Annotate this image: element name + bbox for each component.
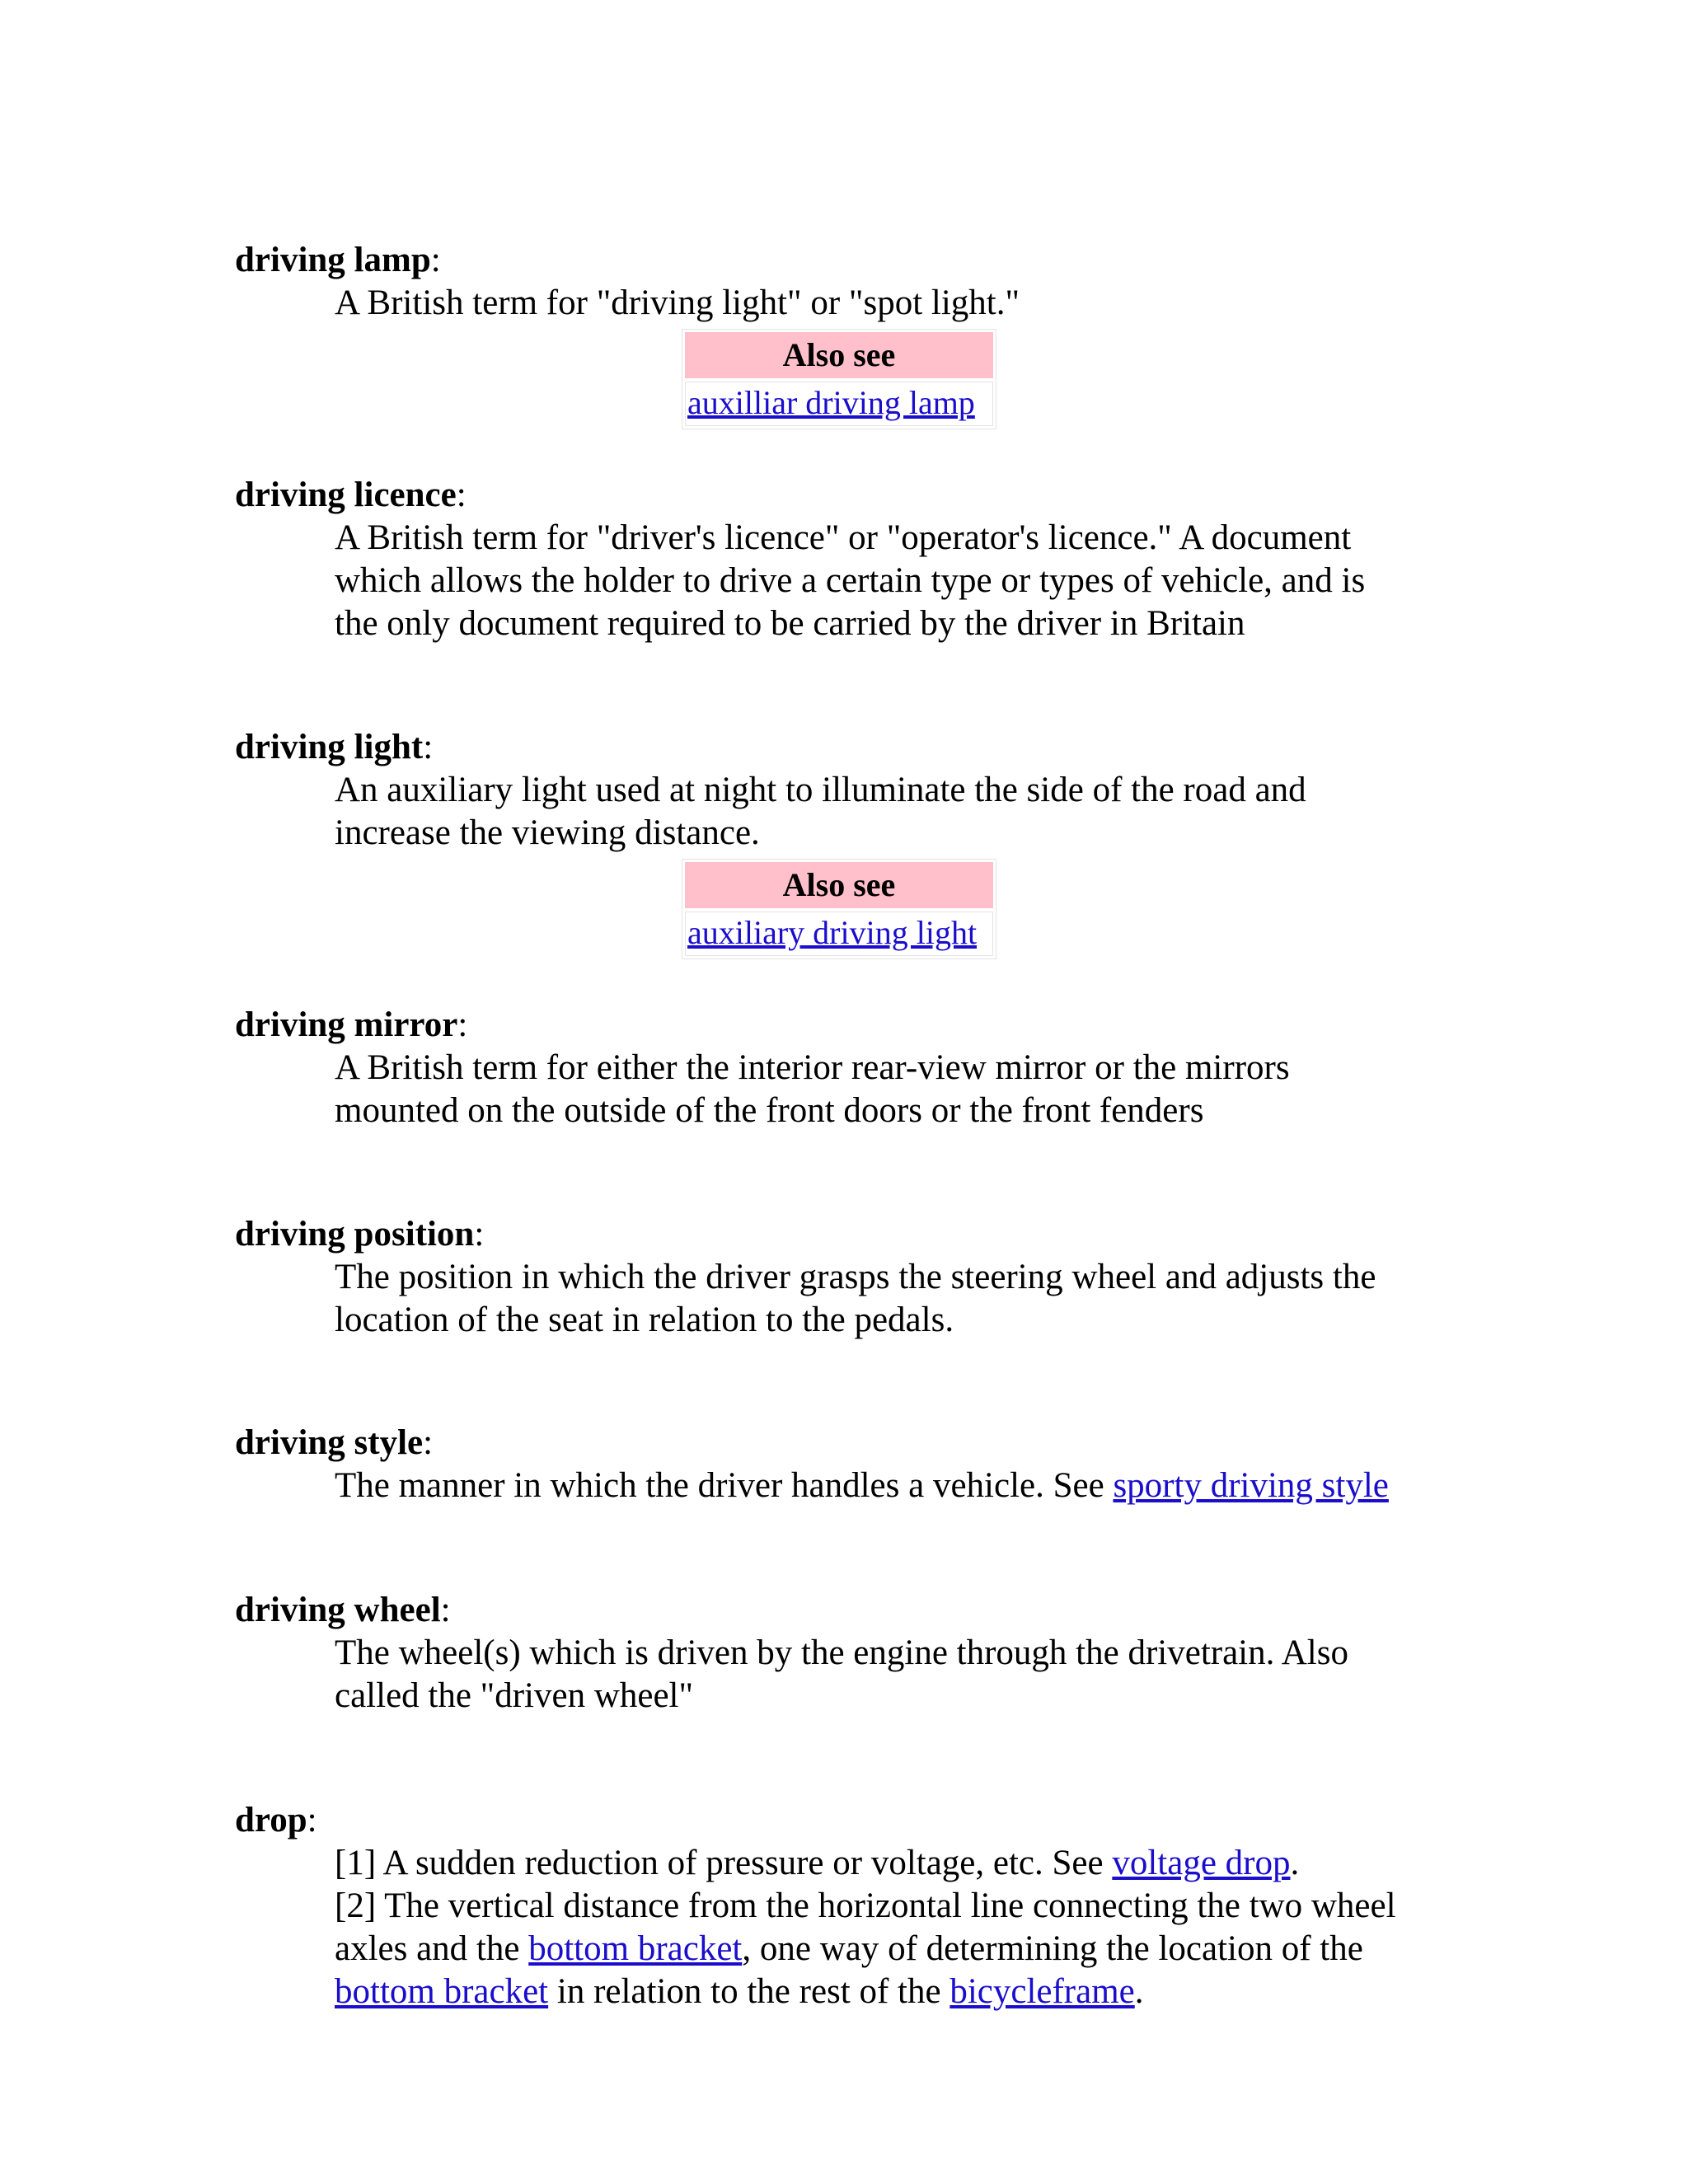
colon: : [474,1215,485,1254]
definition-line: A British term for either the interior rear-view mirror or the mirrors [335,1048,1290,1087]
definition-line: An auxiliary light used at night to illuminate the side of the road and [335,771,1306,809]
entry-driving-wheel [235,1589,1471,1718]
also-see-box [682,859,996,959]
colon: : [423,1423,434,1462]
definition-text: The manner in which the driver handles a vehicle. See [335,1466,1114,1505]
sense-2-text: in relation to the rest of the [548,1972,950,2011]
term: driving wheel [235,1591,441,1629]
term-line [235,1589,1471,1632]
term: driving style [235,1423,424,1462]
colon: : [456,476,467,514]
colon: : [423,728,434,766]
definition [335,1842,1456,2013]
punctuation: . [1134,1972,1144,2011]
bicycleframe-link[interactable]: bicycleframe [950,1972,1135,2011]
colon: : [457,1005,468,1044]
term: driving position [235,1215,475,1254]
bottom-bracket-link[interactable]: bottom bracket [335,1972,549,2011]
colon: : [307,1801,317,1840]
sense-2-line: [2] The vertical distance from the horizontal line connecting the two wheel [335,1886,1396,1925]
colon: : [440,1591,451,1629]
also-see-cell [685,382,993,426]
term: driving light [235,728,424,766]
punctuation: . [1290,1844,1300,1882]
definition-line: location of the seat in relation to the pedals. [335,1301,954,1339]
sporty-driving-style-link[interactable]: sporty driving style [1113,1466,1389,1505]
also-see-link[interactable]: auxilliar driving lamp [687,384,975,421]
definition-line: The wheel(s) which is driven by the engine through the drivetrain. Also [335,1633,1348,1672]
definition [335,1632,1456,1718]
definition-line: The position in which the driver grasps the steering wheel and adjusts the [335,1258,1376,1296]
bottom-bracket-link[interactable]: bottom bracket [528,1929,743,1968]
definition [335,1465,1456,1507]
term: driving lamp [235,241,431,279]
definition [335,517,1456,645]
definition-line: which allows the holder to drive a certain type or types of vehicle, and is [335,561,1366,600]
sense-2-text: , one way of determining the location of the [742,1929,1363,1968]
term-line [235,1004,1471,1047]
also-see-header: Also see [685,332,993,378]
definition-line: increase the viewing distance. [335,813,760,852]
definition-line: A British term for "driver's licence" or "operator's licence." A document [335,518,1352,557]
entry-driving-style [235,1422,1471,1507]
term: driving licence [235,476,457,514]
entry-driving-light [235,726,1471,959]
term-line [235,1422,1471,1465]
voltage-drop-link[interactable]: voltage drop [1112,1844,1291,1882]
term-line [235,239,1471,282]
sense-2-line [335,1971,1456,2013]
term: drop [235,1801,307,1840]
term-line [235,1213,1471,1256]
entry-driving-position [235,1213,1471,1342]
definition [335,1047,1456,1132]
also-see-header: Also see [685,862,993,908]
also-see-cell [685,912,993,956]
sense-1-text: [1] A sudden reduction of pressure or voltage, etc. See [335,1844,1113,1882]
sense-2-text: axles and the [335,1929,529,1968]
term-line [235,726,1471,769]
also-see-box [682,329,996,429]
definition [335,769,1456,855]
entry-driving-licence [235,474,1471,645]
definition [335,1256,1456,1342]
entry-drop [235,1799,1471,2013]
sense-1 [335,1842,1456,1885]
entry-driving-lamp [235,239,1471,429]
also-see-link[interactable]: auxiliary driving light [687,914,978,951]
term-line [235,474,1471,517]
term-line [235,1799,1471,1842]
definition: A British term for "driving light" or "spot light." [335,284,1020,322]
colon: : [430,241,441,279]
entry-driving-mirror [235,1004,1471,1132]
term: driving mirror [235,1005,458,1044]
sense-2-line [335,1928,1456,1971]
definition-line: mounted on the outside of the front doors or the front fenders [335,1091,1204,1130]
definition-line: the only document required to be carried by the driver in Britain [335,604,1245,643]
definition-line: called the "driven wheel" [335,1676,694,1715]
